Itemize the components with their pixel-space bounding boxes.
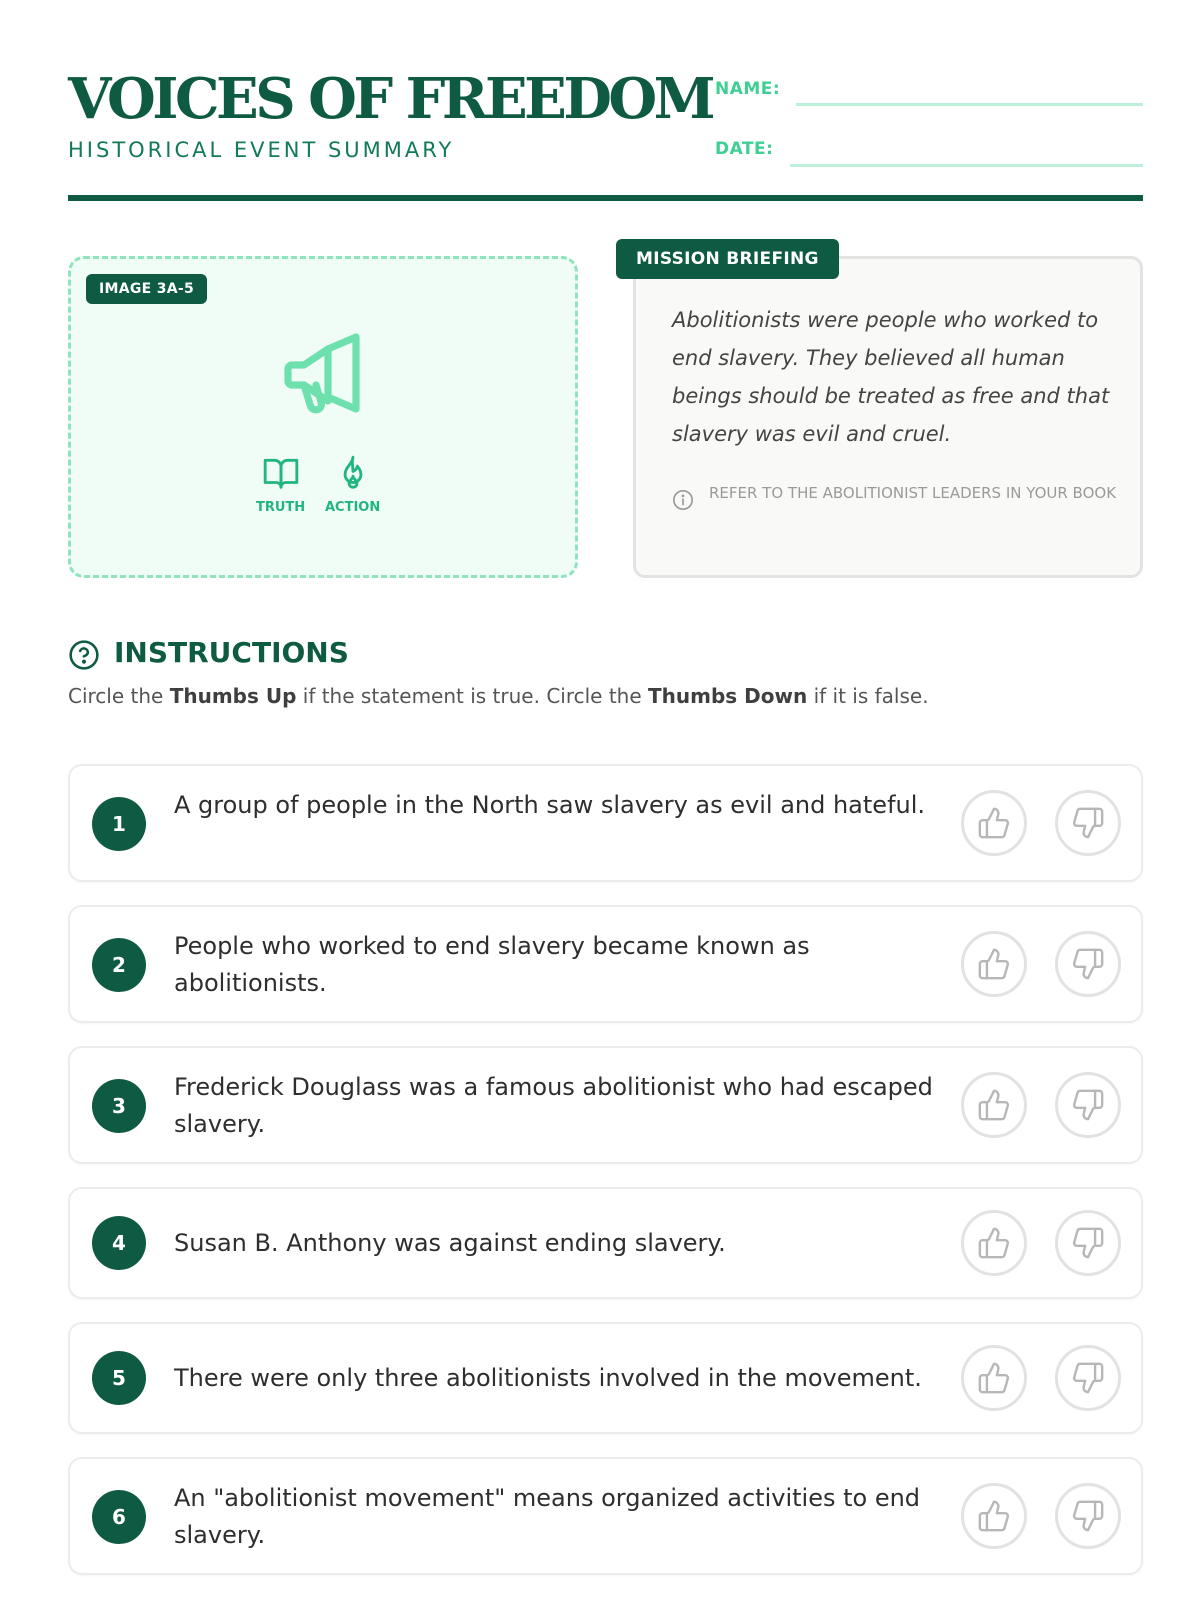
image-tag: IMAGE 3A-5 — [86, 274, 207, 304]
truth-label: TRUTH — [256, 500, 306, 515]
briefing-note-text: REFER TO THE ABOLITIONIST LEADERS IN YOUR BOOK — [709, 484, 1117, 502]
thumbs-down-button[interactable] — [1055, 1345, 1121, 1411]
action-label: ACTION — [325, 500, 381, 515]
book-open-icon — [262, 454, 300, 492]
thumbs-up-button[interactable] — [961, 1072, 1027, 1138]
thumbs-up-icon — [977, 1226, 1011, 1260]
thumbs-down-button[interactable] — [1055, 931, 1121, 997]
flame-icon — [334, 454, 372, 492]
statement-card-3 — [68, 1046, 1143, 1164]
thumbs-down-button[interactable] — [1055, 1483, 1121, 1549]
thumbs-up-icon — [977, 1088, 1011, 1122]
truth-item — [256, 454, 305, 515]
thumbs-up-button[interactable] — [961, 1345, 1027, 1411]
thumbs-up-button[interactable] — [961, 1210, 1027, 1276]
thumbs-down-icon — [1071, 1088, 1105, 1122]
statement-text: People who worked to end slavery became known as abolitionists. — [174, 932, 810, 997]
statement-number: 1 — [92, 797, 146, 851]
thumbs-up-button[interactable] — [961, 931, 1027, 997]
info-icon — [672, 489, 694, 511]
name-label: NAME: — [715, 79, 781, 99]
statement-number: 5 — [92, 1351, 146, 1405]
statement-text: A group of people in the North saw slavery as evil and hateful. — [174, 791, 926, 819]
thumbs-down-icon — [1071, 947, 1105, 981]
thumbs-up-button[interactable] — [961, 790, 1027, 856]
page-title: VOICES OF FREEDOM — [68, 66, 713, 132]
thumbs-up-icon — [977, 947, 1011, 981]
thumbs-down-button[interactable] — [1055, 790, 1121, 856]
date-label: DATE: — [715, 139, 774, 159]
action-item — [325, 454, 380, 515]
statement-text: An "abolitionist movement" means organized activities to end slavery. — [174, 1484, 921, 1549]
thumbs-up-icon — [977, 1361, 1011, 1395]
statement-card-4 — [68, 1187, 1143, 1299]
statement-text: Frederick Douglass was a famous abolitionist who had escaped slavery. — [174, 1073, 933, 1138]
name-field[interactable] — [796, 103, 1143, 106]
thumbs-down-icon — [1071, 1226, 1105, 1260]
instructions-title: INSTRUCTIONS — [114, 636, 349, 669]
statement-card-2 — [68, 905, 1143, 1023]
mission-briefing-tag: MISSION BRIEFING — [616, 239, 839, 279]
thumbs-down-icon — [1071, 1499, 1105, 1533]
briefing-text: Abolitionists were people who worked to end slavery. They believed all human beings should be treated as free and that slavery was evil and cruel. — [672, 308, 1110, 446]
statement-number: 6 — [92, 1490, 146, 1544]
statement-card-1 — [68, 764, 1143, 882]
megaphone-icon — [276, 325, 372, 421]
statement-number: 3 — [92, 1079, 146, 1133]
mission-briefing-panel — [633, 256, 1143, 578]
worksheet-header — [68, 66, 1143, 202]
statement-card-5 — [68, 1322, 1143, 1434]
statement-card-6 — [68, 1457, 1143, 1575]
thumbs-up-button[interactable] — [961, 1483, 1027, 1549]
thumbs-down-button[interactable] — [1055, 1072, 1121, 1138]
image-placeholder — [68, 256, 578, 578]
thumbs-down-icon — [1071, 806, 1105, 840]
date-field[interactable] — [790, 164, 1143, 167]
thumbs-down-button[interactable] — [1055, 1210, 1121, 1276]
statement-number: 2 — [92, 938, 146, 992]
statement-text: There were only three abolitionists involved in the movement. — [174, 1364, 922, 1392]
help-circle-icon — [68, 639, 100, 671]
thumbs-down-icon — [1071, 1361, 1105, 1395]
header-divider — [68, 195, 1143, 201]
page-subtitle: HISTORICAL EVENT SUMMARY — [68, 138, 455, 162]
statement-number: 4 — [92, 1216, 146, 1270]
thumbs-up-icon — [977, 806, 1011, 840]
statement-text: Susan B. Anthony was against ending slavery. — [174, 1229, 726, 1257]
instructions-text: Circle the Thumbs Up if the statement is true. Circle the Thumbs Down if it is false. — [68, 684, 929, 708]
thumbs-up-icon — [977, 1499, 1011, 1533]
